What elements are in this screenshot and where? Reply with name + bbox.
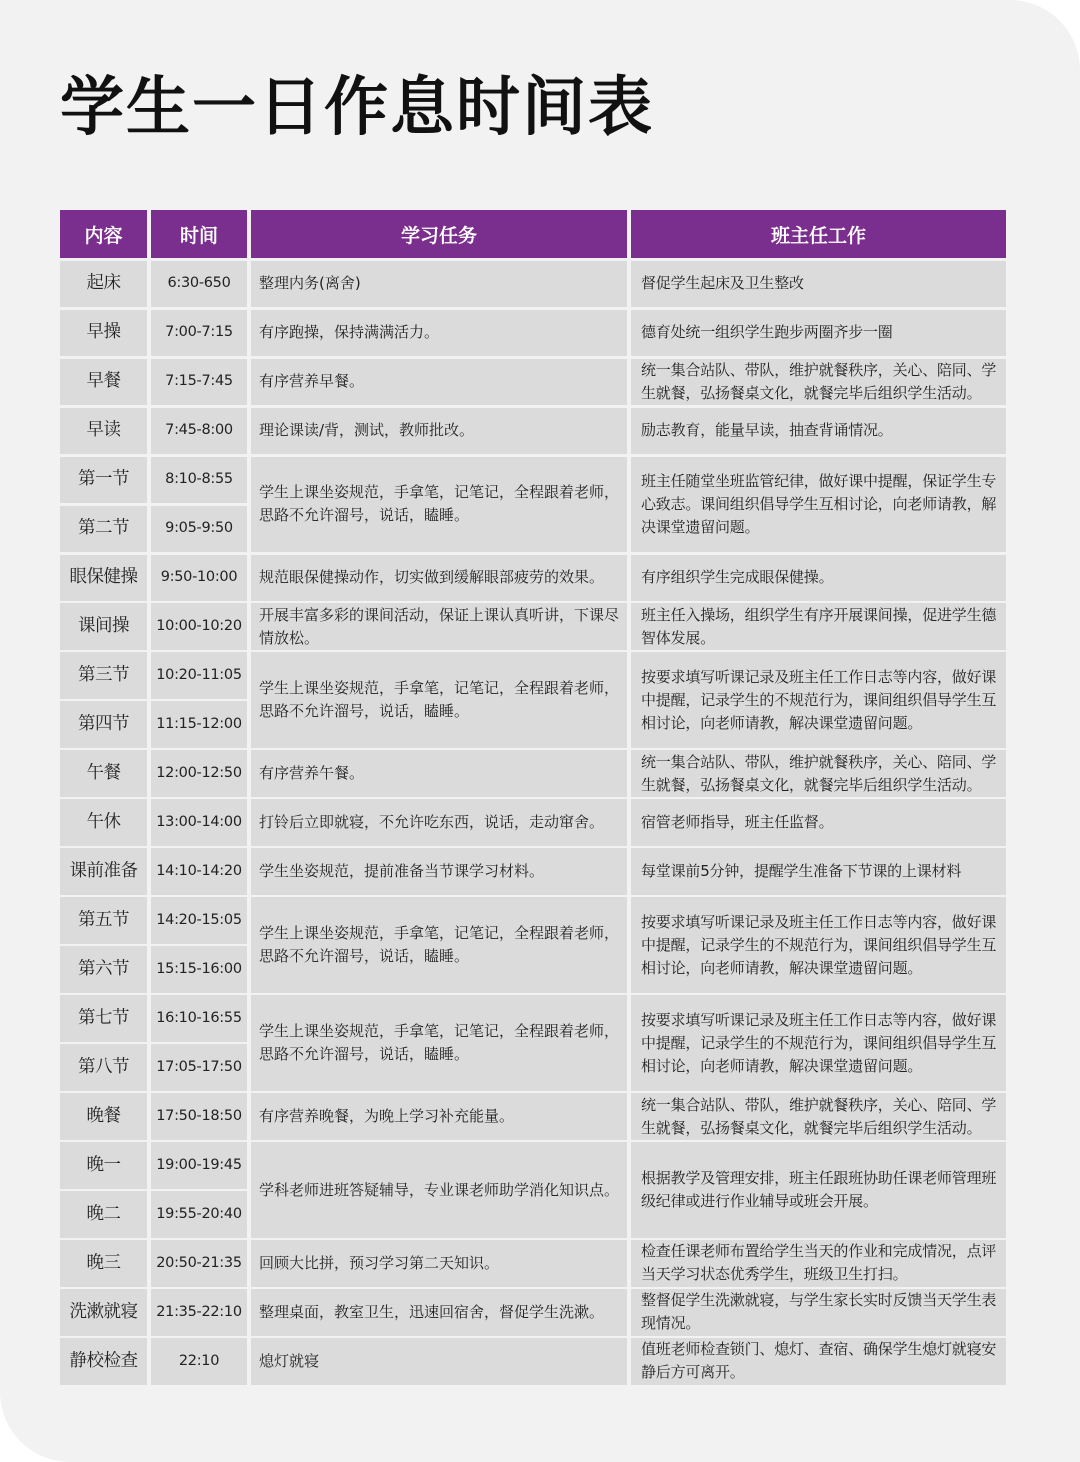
row-time: 19:55-20:40 bbox=[151, 1191, 247, 1237]
teacher-work-cell: 班主任入操场，组织学生有序开展课间操，促进学生德智体发展。 bbox=[631, 603, 1006, 649]
row-time: 10:20-11:05 bbox=[151, 652, 247, 698]
study-task-cell: 整理桌面，教室卫生，迅速回宿舍，督促学生洗漱。 bbox=[251, 1289, 627, 1335]
row-time: 8:10-8:55 bbox=[151, 457, 247, 503]
row-name: 早读 bbox=[60, 408, 147, 454]
teacher-work-cell: 统一集合站队、带队，维护就餐秩序，关心、陪同、学生就餐，弘扬餐桌文化，就餐完毕后组织学生活动。 bbox=[631, 1093, 1006, 1139]
row-time: 20:50-21:35 bbox=[151, 1240, 247, 1286]
study-task-cell: 有序营养午餐。 bbox=[251, 750, 627, 796]
schedule-table bbox=[60, 210, 1006, 1385]
row-time: 14:10-14:20 bbox=[151, 848, 247, 894]
page-title: 学生一日作息时间表 bbox=[60, 71, 654, 145]
row-time: 7:00-7:15 bbox=[151, 310, 247, 356]
row-name: 第二节 bbox=[60, 506, 147, 552]
row-name: 眼保健操 bbox=[60, 555, 147, 601]
teacher-work-cell: 宿管老师指导，班主任监督。 bbox=[631, 799, 1006, 845]
study-task-cell: 熄灯就寝 bbox=[251, 1338, 627, 1384]
row-name: 第四节 bbox=[60, 701, 147, 747]
row-time: 21:35-22:10 bbox=[151, 1289, 247, 1335]
row-name: 晚一 bbox=[60, 1142, 147, 1188]
teacher-work-cell: 有序组织学生完成眼保健操。 bbox=[631, 555, 1006, 601]
row-time: 15:15-16:00 bbox=[151, 946, 247, 992]
row-name: 洗漱就寝 bbox=[60, 1289, 147, 1335]
study-task-cell: 学生坐姿规范，提前准备当节课学习材料。 bbox=[251, 848, 627, 894]
row-time: 14:20-15:05 bbox=[151, 897, 247, 943]
row-name: 第五节 bbox=[60, 897, 147, 943]
row-time: 7:15-7:45 bbox=[151, 359, 247, 405]
row-name: 静校检查 bbox=[60, 1338, 147, 1384]
teacher-work-cell: 按要求填写听课记录及班主任工作日志等内容，做好课中提醒，记录学生的不规范行为，课间组织倡导学生互相讨论，向老师请教，解决课堂遗留问题。 bbox=[631, 652, 1006, 747]
teacher-work-cell: 根据教学及管理安排，班主任跟班协助任课老师管理班级纪律或进行作业辅导或班会开展。 bbox=[631, 1142, 1006, 1237]
study-task-cell: 开展丰富多彩的课间活动，保证上课认真听讲，下课尽情放松。 bbox=[251, 603, 627, 649]
row-name: 第一节 bbox=[60, 457, 147, 503]
row-time: 9:50-10:00 bbox=[151, 555, 247, 601]
teacher-work-cell: 统一集合站队、带队，维护就餐秩序，关心、陪同、学生就餐，弘扬餐桌文化，就餐完毕后组织学生活动。 bbox=[631, 359, 1006, 405]
study-task-cell: 学生上课坐姿规范，手拿笔，记笔记，全程跟着老师，思路不允许溜号，说话，瞌睡。 bbox=[251, 995, 627, 1090]
study-task-cell: 学生上课坐姿规范，手拿笔，记笔记，全程跟着老师，思路不允许溜号，说话，瞌睡。 bbox=[251, 457, 627, 552]
teacher-work-cell: 统一集合站队、带队，维护就餐秩序，关心、陪同、学生就餐，弘扬餐桌文化，就餐完毕后组织学生活动。 bbox=[631, 750, 1006, 796]
row-name: 课间操 bbox=[60, 603, 147, 649]
row-name: 早餐 bbox=[60, 359, 147, 405]
row-name: 起床 bbox=[60, 261, 147, 307]
study-task-cell: 学生上课坐姿规范，手拿笔，记笔记，全程跟着老师，思路不允许溜号，说话，瞌睡。 bbox=[251, 652, 627, 747]
teacher-work-cell: 督促学生起床及卫生整改 bbox=[631, 261, 1006, 307]
row-time: 11:15-12:00 bbox=[151, 701, 247, 747]
row-time: 22:10 bbox=[151, 1338, 247, 1384]
teacher-work-cell: 班主任随堂坐班监管纪律，做好课中提醒，保证学生专心致志。课间组织倡导学生互相讨论，向老师请教，解决课堂遗留问题。 bbox=[631, 457, 1006, 552]
study-task-cell: 有序营养早餐。 bbox=[251, 359, 627, 405]
teacher-work-cell: 值班老师检查锁门、熄灯、查宿、确保学生熄灯就寝安静后方可离开。 bbox=[631, 1338, 1006, 1384]
row-time: 10:00-10:20 bbox=[151, 603, 247, 649]
row-time: 19:00-19:45 bbox=[151, 1142, 247, 1188]
row-name: 午休 bbox=[60, 799, 147, 845]
teacher-work-cell: 按要求填写听课记录及班主任工作日志等内容，做好课中提醒，记录学生的不规范行为，课间组织倡导学生互相讨论，向老师请教，解决课堂遗留问题。 bbox=[631, 897, 1006, 992]
row-name: 早操 bbox=[60, 310, 147, 356]
study-task-cell: 回顾大比拼，预习学习第二天知识。 bbox=[251, 1240, 627, 1286]
study-task-cell: 打铃后立即就寝，不允许吃东西，说话，走动窜舍。 bbox=[251, 799, 627, 845]
study-task-cell: 有序营养晚餐，为晚上学习补充能量。 bbox=[251, 1093, 627, 1139]
row-name: 晚二 bbox=[60, 1191, 147, 1237]
teacher-work-cell: 每堂课前5分钟，提醒学生准备下节课的上课材料 bbox=[631, 848, 1006, 894]
study-task-cell: 学生上课坐姿规范，手拿笔，记笔记，全程跟着老师，思路不允许溜号，说话，瞌睡。 bbox=[251, 897, 627, 992]
row-time: 6:30-650 bbox=[151, 261, 247, 307]
row-time: 12:00-12:50 bbox=[151, 750, 247, 796]
teacher-work-cell: 检查任课老师布置给学生当天的作业和完成情况，点评当天学习状态优秀学生，班级卫生打扫。 bbox=[631, 1240, 1006, 1286]
teacher-work-cell: 整督促学生洗漱就寝，与学生家长实时反馈当天学生表现情况。 bbox=[631, 1289, 1006, 1335]
row-name: 第八节 bbox=[60, 1044, 147, 1090]
row-time: 16:10-16:55 bbox=[151, 995, 247, 1041]
study-task-cell: 学科老师进班答疑辅导，专业课老师助学消化知识点。 bbox=[251, 1142, 627, 1237]
teacher-work-cell: 按要求填写听课记录及班主任工作日志等内容，做好课中提醒，记录学生的不规范行为，课间组织倡导学生互相讨论，向老师请教，解决课堂遗留问题。 bbox=[631, 995, 1006, 1090]
row-name: 晚三 bbox=[60, 1240, 147, 1286]
header-task: 学习任务 bbox=[251, 210, 627, 258]
row-time: 17:50-18:50 bbox=[151, 1093, 247, 1139]
row-name: 午餐 bbox=[60, 750, 147, 796]
header-time: 时间 bbox=[151, 210, 247, 258]
row-name: 第七节 bbox=[60, 995, 147, 1041]
header-work: 班主任工作 bbox=[631, 210, 1006, 258]
study-task-cell: 有序跑操，保持满满活力。 bbox=[251, 310, 627, 356]
teacher-work-cell: 励志教育，能量早读，抽查背诵情况。 bbox=[631, 408, 1006, 454]
row-time: 7:45-8:00 bbox=[151, 408, 247, 454]
study-task-cell: 规范眼保健操动作，切实做到缓解眼部疲劳的效果。 bbox=[251, 555, 627, 601]
row-time: 17:05-17:50 bbox=[151, 1044, 247, 1090]
header-content: 内容 bbox=[60, 210, 147, 258]
row-time: 13:00-14:00 bbox=[151, 799, 247, 845]
row-name: 第六节 bbox=[60, 946, 147, 992]
row-name: 第三节 bbox=[60, 652, 147, 698]
teacher-work-cell: 德育处统一组织学生跑步两圈齐步一圈 bbox=[631, 310, 1006, 356]
row-time: 9:05-9:50 bbox=[151, 506, 247, 552]
study-task-cell: 整理内务(离舍) bbox=[251, 261, 627, 307]
row-name: 晚餐 bbox=[60, 1093, 147, 1139]
row-name: 课前准备 bbox=[60, 848, 147, 894]
study-task-cell: 理论课读/背，测试，教师批改。 bbox=[251, 408, 627, 454]
